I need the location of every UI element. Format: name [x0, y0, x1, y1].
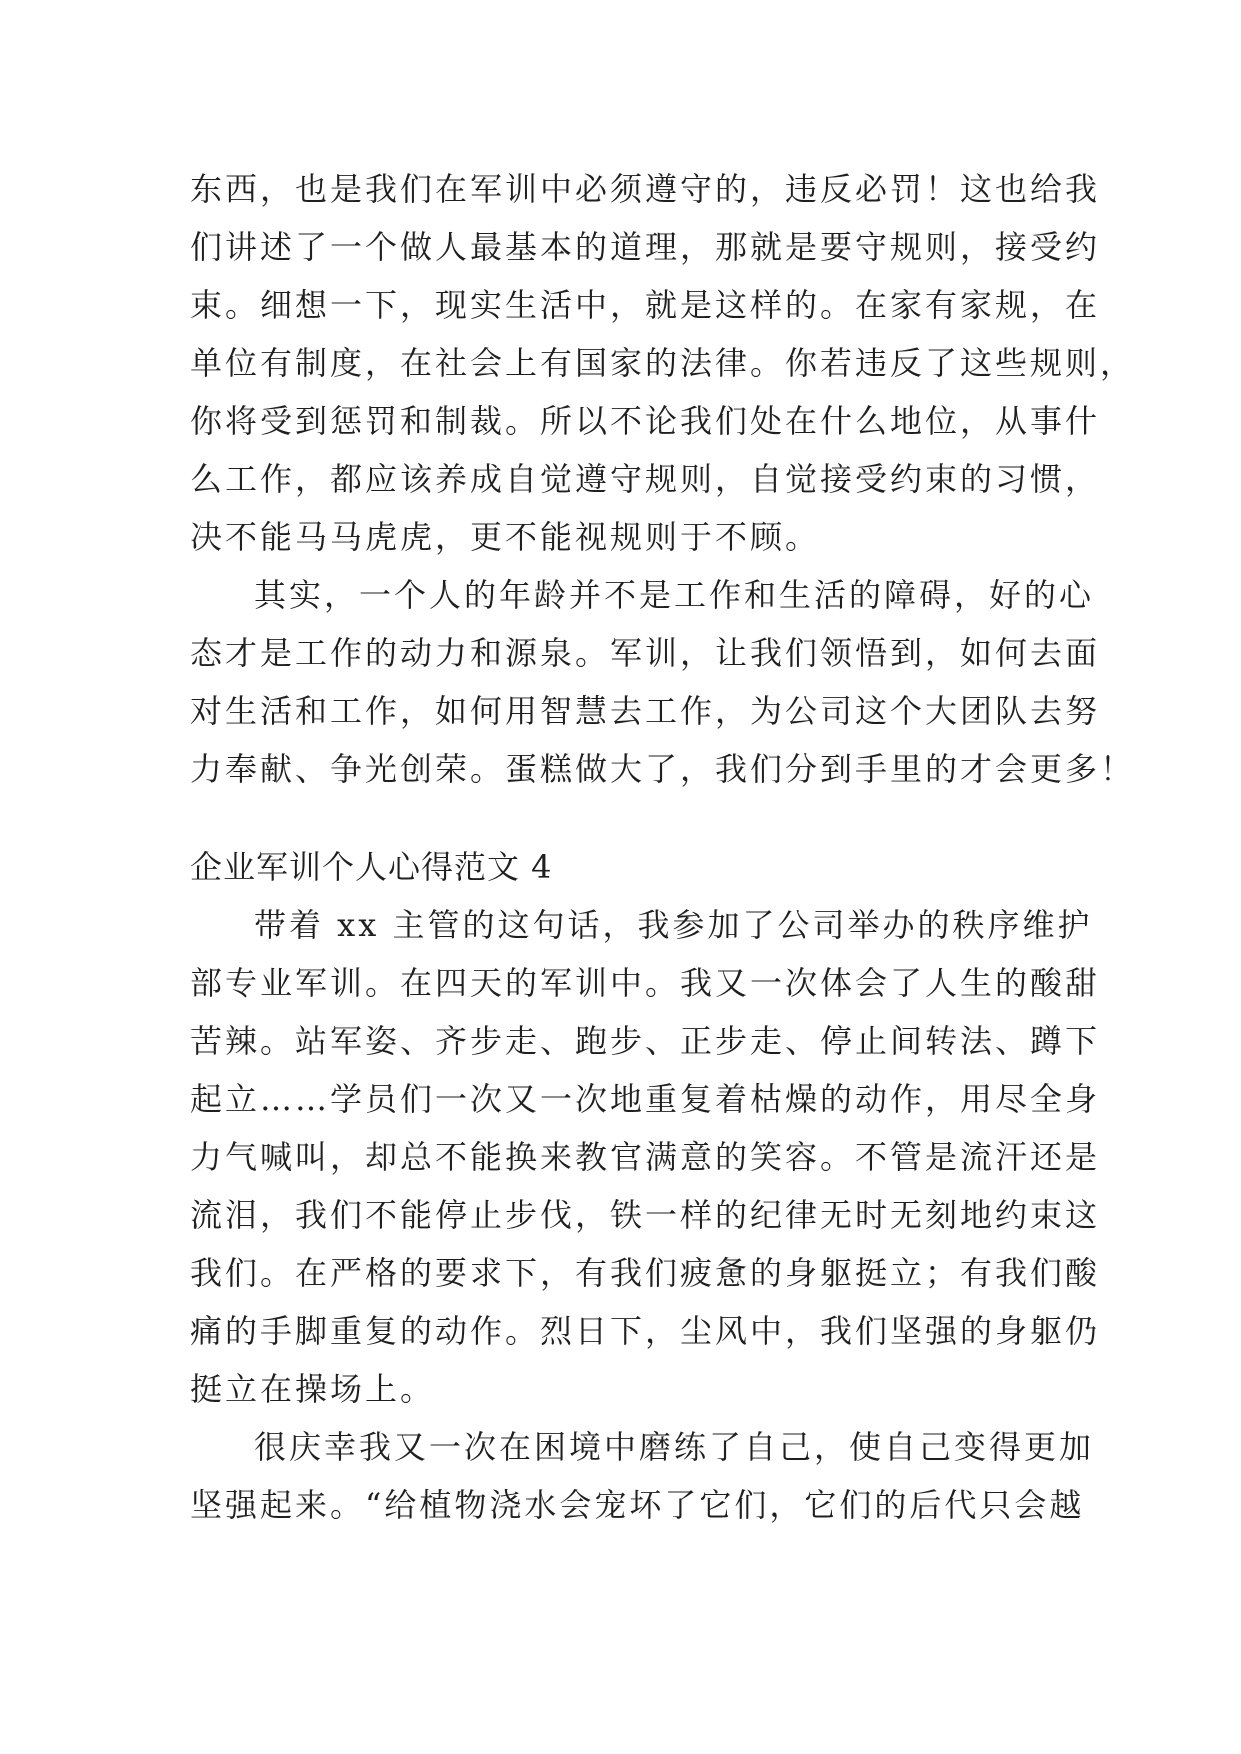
paragraph-line: 坚强起来。“给植物浇水会宠坏了它们，它们的后代只会越 — [190, 1486, 1085, 1524]
paragraph-line: 很庆幸我又一次在困境中磨练了自己，使自己变得更加 — [254, 1428, 1095, 1466]
paragraph-line: 么工作，都应该养成自觉遵守规则，自觉接受约束的习惯， — [190, 460, 1101, 498]
paragraph-3 — [190, 896, 1101, 1418]
paragraph-line: 苦辣。站军姿、齐步走、跑步、正步走、停止间转法、蹲下 — [190, 1022, 1101, 1060]
paragraph-4 — [190, 1418, 1095, 1534]
paragraph-line: 对生活和工作，如何用智慧去工作，为公司这个大团队去努 — [190, 692, 1101, 730]
paragraph-line: 态才是工作的动力和源泉。军训，让我们领悟到，如何去面 — [190, 634, 1101, 672]
paragraph-1 — [190, 160, 1136, 566]
paragraph-line: 挺立在操场上。 — [190, 1370, 436, 1408]
paragraph-line: 部专业军训。在四天的军训中。我又一次体会了人生的酸甜 — [190, 964, 1101, 1002]
paragraph-line: 东西，也是我们在军训中必须遵守的，违反必罚！这也给我 — [190, 170, 1101, 208]
paragraph-line: 我们。在严格的要求下，有我们疲惫的身躯挺立；有我们酸 — [190, 1254, 1101, 1292]
paragraph-line: 力奉献、争光创荣。蛋糕做大了，我们分到手里的才会更多！ — [190, 750, 1136, 788]
section-heading: 企业军训个人心得范文 4 — [190, 848, 553, 886]
paragraph-line: 其实，一个人的年龄并不是工作和生活的障碍，好的心 — [254, 576, 1095, 614]
paragraph-line: 决不能马马虎虎，更不能视规则于不顾。 — [190, 518, 821, 556]
paragraph-line: 痛的手脚重复的动作。烈日下，尘风中，我们坚强的身躯仍 — [190, 1312, 1101, 1350]
paragraph-line: 你将受到惩罚和制裁。所以不论我们处在什么地位，从事什 — [190, 402, 1101, 440]
paragraph-line: 带着 xx 主管的这句话，我参加了公司举办的秩序维护 — [254, 906, 1093, 944]
paragraph-line: 力气喊叫，却总不能换来教官满意的笑容。不管是流汗还是 — [190, 1138, 1101, 1176]
paragraph-line: 流泪，我们不能停止步伐，铁一样的纪律无时无刻地约束这 — [190, 1196, 1101, 1234]
paragraph-line: 起立……学员们一次又一次地重复着枯燥的动作，用尽全身 — [190, 1080, 1101, 1118]
document-body — [190, 160, 1136, 1534]
paragraph-line: 们讲述了一个做人最基本的道理，那就是要守规则，接受约 — [190, 228, 1101, 266]
paragraph-2 — [190, 566, 1136, 798]
paragraph-line: 束。细想一下，现实生活中，就是这样的。在家有家规，在 — [190, 286, 1101, 324]
paragraph-line: 单位有制度，在社会上有国家的法律。你若违反了这些规则， — [190, 344, 1136, 382]
